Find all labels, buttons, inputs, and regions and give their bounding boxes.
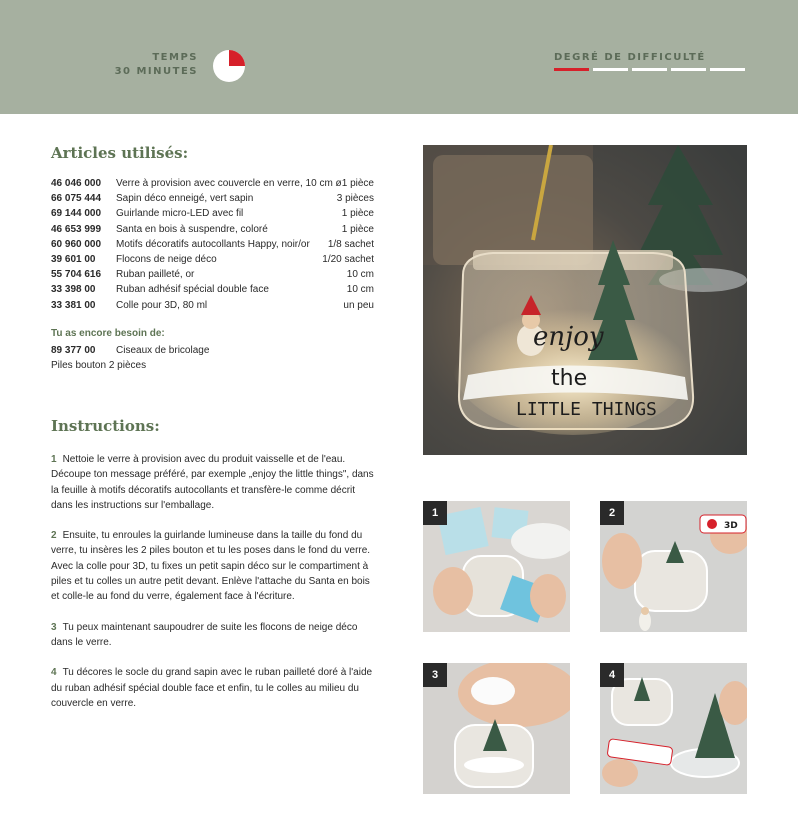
difficulty-bar-active xyxy=(554,68,589,71)
article-code: 60 960 000 xyxy=(51,238,102,250)
article-qty: 3 pièces xyxy=(336,193,374,205)
article-row xyxy=(51,252,374,267)
step-number: 4 xyxy=(51,667,57,679)
article-qty: 1/20 sachet xyxy=(322,254,374,266)
step-badge-1: 1 xyxy=(423,501,447,525)
article-code: 66 075 444 xyxy=(51,193,102,205)
step-text: Nettoie le verre à provision avec du produit vaisselle et de l'eau. Découpe ton message préféré, par exemple „enjoy the little things", dans la feuille à motifs décoratifs autocollants et transfère-le comme décrit dans les instructions sur l'emballage. xyxy=(51,454,374,511)
article-desc: Motifs décoratifs autocollants Happy, noir/or xyxy=(116,238,310,250)
article-qty: 1 pièce xyxy=(341,223,374,235)
article-qty: 10 cm xyxy=(346,269,374,281)
step-photo-4 xyxy=(600,663,747,794)
extra-list xyxy=(51,343,209,373)
difficulty-bar xyxy=(632,68,667,71)
instructions-title: Instructions: xyxy=(51,417,160,435)
main-photo xyxy=(423,145,747,455)
instruction-step xyxy=(51,528,379,604)
article-code: 39 601 00 xyxy=(51,254,96,266)
article-qty: 1 pièce xyxy=(341,178,374,189)
article-qty: 1/8 sachet xyxy=(327,238,374,250)
article-desc: Santa en bois à suspendre, coloré xyxy=(116,223,268,235)
instruction-step xyxy=(51,452,379,513)
article-qty: 1 pièce xyxy=(341,208,374,220)
extra-item: Ciseaux de bricolage xyxy=(116,345,210,356)
article-desc: Ruban pailleté, or xyxy=(116,269,195,281)
article-desc: Verre à provision avec couvercle en verre, 10 cm ø xyxy=(116,178,342,189)
time-slice xyxy=(229,50,245,66)
article-row xyxy=(51,282,374,297)
article-desc: Ruban adhésif spécial double face xyxy=(116,284,269,296)
extra-code: 89 377 00 xyxy=(51,345,96,356)
jar-text-little: LITTLE THINGS xyxy=(516,399,657,420)
step-text: Tu décores le socle du grand sapin avec le ruban pailleté doré à l'aide du ruban adhésif spécial double face et enfin, tu le colles au milieu du couvercle en verre. xyxy=(51,667,373,709)
instruction-step xyxy=(51,665,379,711)
article-qty: un peu xyxy=(343,299,374,311)
difficulty-bar xyxy=(671,68,706,71)
step-text: Tu peux maintenant saupoudrer de suite les flocons de neige déco dans le verre. xyxy=(51,621,358,648)
step-badge-4: 4 xyxy=(600,663,624,687)
step-badge-2: 2 xyxy=(600,501,624,525)
step-photo-1 xyxy=(423,501,570,632)
step-number: 3 xyxy=(51,621,57,633)
jar-text-the: the xyxy=(551,366,588,391)
time-label: TEMPS xyxy=(152,52,198,63)
article-row xyxy=(51,267,374,282)
article-desc: Flocons de neige déco xyxy=(116,254,217,266)
article-row xyxy=(51,191,374,206)
article-row xyxy=(51,206,374,221)
instruction-step xyxy=(51,620,379,651)
step-badge-3: 3 xyxy=(423,663,447,687)
extra-title: Tu as encore besoin de: xyxy=(51,328,165,339)
step-photo-2 xyxy=(600,501,747,632)
article-row xyxy=(51,298,374,313)
article-desc: Sapin déco enneigé, vert sapin xyxy=(116,193,254,205)
step-number: 1 xyxy=(51,454,57,465)
jar-illustration xyxy=(423,145,747,455)
article-row xyxy=(51,237,374,252)
time-value: 30 MINUTES xyxy=(114,66,198,77)
article-code: 33 381 00 xyxy=(51,299,96,311)
header-band xyxy=(0,0,798,114)
article-code: 69 144 000 xyxy=(51,208,102,220)
article-code: 46 046 000 xyxy=(51,178,102,189)
step-text: Ensuite, tu enroules la guirlande lumineuse dans la taille du fond du verre, tu insères les 2 piles bouton et tu les poses dans le fond du verre. Avec la colle pour 3D, tu fixes un petit sapin déco sur le compartiment à piles et tu colles un autre petit devant. Enlève l'attache du Santa en bois et colle-le au fond du verre, également face à l'écriture. xyxy=(51,530,371,603)
articles-title: Articles utilisés: xyxy=(51,144,189,162)
article-row xyxy=(51,222,374,237)
article-code: 55 704 616 xyxy=(51,269,102,281)
article-code: 46 653 999 xyxy=(51,223,102,235)
step-photo-3 xyxy=(423,663,570,794)
article-code: 33 398 00 xyxy=(51,284,96,296)
instructions-list xyxy=(51,452,379,726)
article-desc: Colle pour 3D, 80 ml xyxy=(116,299,208,311)
articles-list xyxy=(51,176,374,313)
difficulty-bar xyxy=(593,68,628,71)
jar-text-enjoy: enjoy xyxy=(533,322,604,352)
clock-icon xyxy=(212,49,246,83)
difficulty-bar xyxy=(710,68,745,71)
extra-line2: Piles bouton 2 pièces xyxy=(51,360,147,372)
article-desc: Guirlande micro-LED avec fil xyxy=(116,208,244,220)
glue-label: 3D xyxy=(724,521,738,531)
article-qty: 10 cm xyxy=(346,284,374,296)
difficulty-label: DEGRÉ DE DIFFICULTÉ xyxy=(554,52,706,63)
step-number: 2 xyxy=(51,530,57,542)
article-row xyxy=(51,176,374,191)
